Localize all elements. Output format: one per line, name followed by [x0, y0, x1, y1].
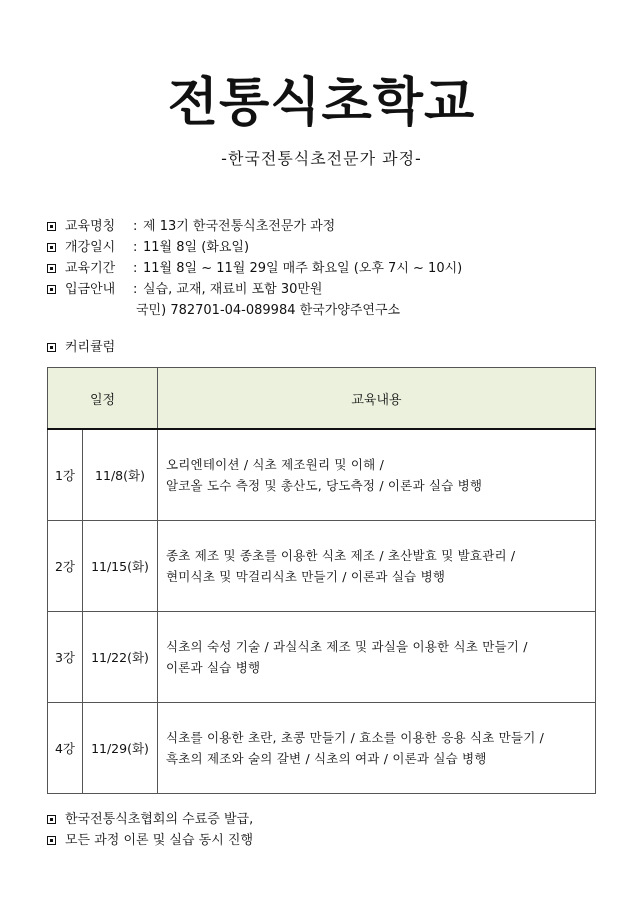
info-row-course-name: [47, 216, 462, 237]
table-row: [48, 703, 596, 794]
lesson-content: [158, 703, 596, 794]
lesson-date: 11/22(화): [83, 612, 158, 703]
lesson-number: 2강: [48, 521, 83, 612]
info-row-period: [47, 258, 462, 279]
bank-account-line: 국민) 782701-04-089984 한국가양주연구소: [136, 303, 401, 318]
lesson-content: [158, 612, 596, 703]
info-key: 교육기간: [65, 261, 116, 276]
info-separator: :: [133, 261, 138, 276]
info-value: 제 13기 한국전통식초전문가 과정: [143, 219, 336, 234]
lesson-number: 3강: [48, 612, 83, 703]
lesson-content-line: 이론과 실습 병행: [166, 660, 261, 675]
footer-note: [47, 809, 253, 830]
info-key: 교육명칭: [65, 219, 116, 234]
footer-note: [47, 830, 253, 851]
lesson-date: 11/8(화): [83, 429, 158, 521]
header-content: 교육내용: [158, 368, 596, 430]
table-header-row: [48, 368, 596, 430]
footer-note-text: 모든 과정 이론 및 실습 동시 진행: [65, 833, 254, 848]
lesson-content-line: 흑초의 제조와 술의 갈변 / 식초의 여과 / 이론과 실습 병행: [166, 751, 487, 766]
page-subtitle: -한국전통식초전문가 과정-: [221, 149, 422, 168]
info-row-payment: [47, 279, 462, 300]
curriculum-table: [47, 367, 596, 794]
table-row: [48, 429, 596, 521]
lesson-content-line: 현미식초 및 막걸리식초 만들기 / 이론과 실습 병행: [166, 569, 446, 584]
info-key: 개강일시: [65, 240, 116, 255]
footer-notes: [47, 809, 253, 851]
square-bullet-icon: [47, 285, 56, 294]
lesson-content-line: 식초의 숙성 기술 / 과실식초 제조 및 과실을 이용한 식초 만들기 /: [166, 639, 528, 654]
footer-note-text: 한국전통식초협회의 수료증 발급,: [65, 812, 254, 827]
lesson-number: 4강: [48, 703, 83, 794]
square-bullet-icon: [47, 222, 56, 231]
section-heading: [47, 337, 115, 358]
square-bullet-icon: [47, 264, 56, 273]
header-schedule: 일정: [48, 368, 158, 430]
table-row: [48, 612, 596, 703]
table-row: [48, 521, 596, 612]
section-title: 커리큘럼: [65, 340, 116, 355]
info-value: 실습, 교재, 재료비 포함 30만원: [143, 282, 323, 297]
square-bullet-icon: [47, 815, 56, 824]
info-separator: :: [133, 219, 138, 234]
info-value: 11월 8일 ~ 11월 29일 매주 화요일 (오후 7시 ~ 10시): [143, 261, 463, 276]
info-separator: :: [133, 240, 138, 255]
lesson-content-line: 알코올 도수 측정 및 총산도, 당도측정 / 이론과 실습 병행: [166, 478, 483, 493]
lesson-date: 11/15(화): [83, 521, 158, 612]
square-bullet-icon: [47, 243, 56, 252]
info-key: 입금안내: [65, 282, 116, 297]
square-bullet-icon: [47, 836, 56, 845]
lesson-content: [158, 521, 596, 612]
lesson-content-line: 식초를 이용한 초란, 초콩 만들기 / 효소를 이용한 응용 식초 만들기 /: [166, 730, 545, 745]
lesson-date: 11/29(화): [83, 703, 158, 794]
square-bullet-icon: [47, 343, 56, 352]
info-row-start-date: [47, 237, 462, 258]
info-value: 11월 8일 (화요일): [143, 240, 250, 255]
info-separator: :: [133, 282, 138, 297]
lesson-content-line: 오리엔테이션 / 식초 제조원리 및 이해 /: [166, 457, 384, 472]
lesson-content: [158, 429, 596, 521]
page-title: 전통식초학교: [167, 73, 476, 133]
lesson-content-line: 종초 제조 및 종초를 이용한 식초 제조 / 초산발효 및 발효관리 /: [166, 548, 516, 563]
info-list: [47, 216, 462, 321]
lesson-number: 1강: [48, 429, 83, 521]
